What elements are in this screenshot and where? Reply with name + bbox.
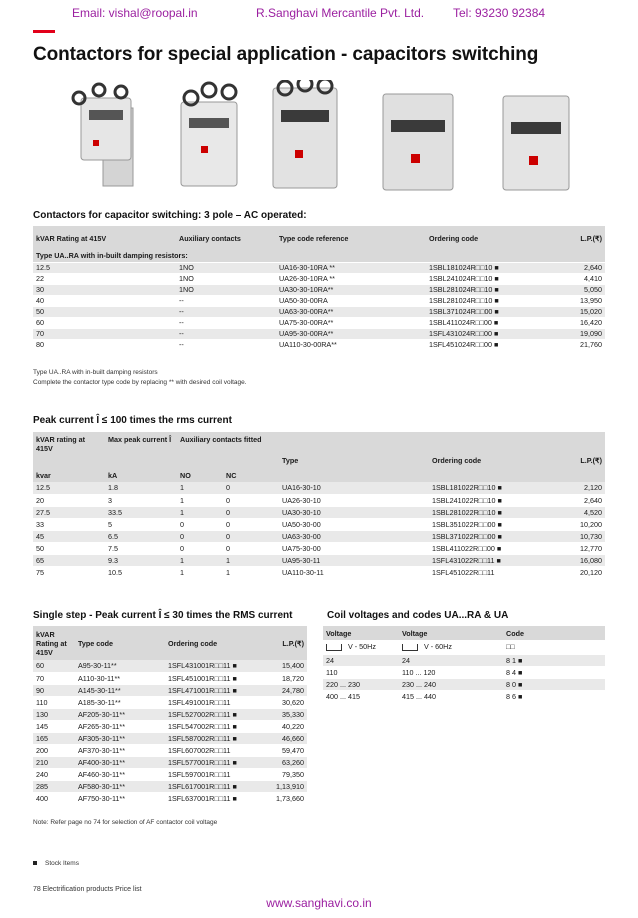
col-aux: Auxiliary contacts [176, 226, 276, 250]
table-row: 145 AF265-30-11** 1SFL547002R□□11 ■ 40,220 [33, 720, 307, 732]
col-type: Type [279, 432, 429, 468]
peak-current-100-table [33, 432, 605, 579]
sub-no: NO [177, 468, 223, 482]
table-row: 220 ... 230 230 ... 240 8 0 ■ [323, 678, 605, 690]
col-ordering: Ordering code [426, 226, 546, 250]
title-accent-bar [33, 30, 55, 33]
table-row: 80 -- UA110-30-00RA** 1SFL451024R□□00 ■ 21,760 [33, 339, 605, 350]
sub-ka: kA [105, 468, 177, 482]
table-row: 60 A95-30-11** 1SFL431001R□□11 ■ 15,400 [33, 660, 307, 672]
col-type-code: Type code [75, 626, 165, 660]
single-step-table [33, 626, 307, 805]
table-row: 110 110 ... 120 8 4 ■ [323, 666, 605, 678]
table4-title: Coil voltages and codes UA...RA & UA [327, 610, 509, 621]
contactor-image-3 [273, 80, 337, 188]
col-kvar: kVAR Rating at 415V [33, 626, 75, 660]
header-tel[interactable]: Tel: 93230 92384 [453, 6, 546, 20]
table-row: 210 AF400-30-11** 1SFL577001R□□11 ■ 63,260 [33, 756, 307, 768]
col-lp: L.P.(₹) [546, 226, 605, 250]
table-row: 90 A145-30-11** 1SFL471001R□□11 ■ 24,780 [33, 684, 307, 696]
table1-note-2: Complete the contactor type code by replacing ** with desired coil voltage. [33, 379, 247, 386]
table-row: 45 6.5 0 0 UA63-30-00 1SBL371022R□□00 ■ 10,730 [33, 530, 605, 542]
group-label: Type UA..RA with in-built damping resistors: [33, 250, 605, 262]
table2-title: Peak current Î ≤ 100 times the rms current [33, 415, 232, 426]
table-row: 22 1NO UA26-30-10RA ** 1SBL241024R□□10 ■ 4,410 [33, 273, 605, 284]
col-peak-current: Max peak current Î [105, 432, 177, 468]
table-row: 50 7.5 0 0 UA75-30-00 1SBL411022R□□00 ■ 12,770 [33, 542, 605, 554]
col-lp: L.P.(₹) [545, 432, 605, 468]
header-email[interactable]: Email: vishal@roopal.in [72, 6, 198, 20]
table-row: 12.5 1NO UA16-30-10RA ** 1SBL181024R□□10 ■ 2,640 [33, 262, 605, 273]
coil-symbol-icon [402, 644, 418, 651]
coil-voltage-table [323, 626, 605, 703]
page-header [0, 6, 638, 22]
table-row: 75 10.5 1 1 UA110-30-11 1SFL451022R□□11 20,120 [33, 566, 605, 578]
table1-title: Contactors for capacitor switching: 3 pole – AC operated: [33, 210, 307, 221]
table-row: 240 AF460-30-11** 1SFL597001R□□11 79,350 [33, 768, 307, 780]
stock-legend: Stock Items [33, 860, 79, 867]
table-row: 165 AF305-30-11** 1SFL587002R□□11 ■ 46,660 [33, 732, 307, 744]
capacitor-switching-table [33, 226, 605, 351]
table-row: 20 3 1 0 UA26-30-10 1SBL241022R□□10 ■ 2,640 [33, 494, 605, 506]
page-footer: 78 Electrification products Price list [33, 886, 142, 893]
website-link[interactable]: www.sanghavi.co.in [266, 896, 372, 910]
table-row: 400 ... 415 415 ... 440 8 6 ■ [323, 690, 605, 702]
table-row: 70 -- UA95-30-00RA** 1SFL431024R□□00 ■ 19,090 [33, 328, 605, 339]
contactor-image-1 [73, 84, 133, 186]
sub-header-row: V - 50Hz V - 60Hz □□ [323, 640, 605, 654]
sub-nc: NC [223, 468, 279, 482]
col-lp: L.P.(₹) [253, 626, 307, 660]
table-row: 285 AF580-30-11** 1SFL617001R□□11 ■ 1,13,910 [33, 780, 307, 792]
table-row: 130 AF205-30-11** 1SFL527002R□□11 ■ 35,330 [33, 708, 307, 720]
table3-note: Note: Refer page no 74 for selection of AF contactor coil voltage [33, 819, 218, 826]
table-row: 33 5 0 0 UA50-30-00 1SBL351022R□□00 ■ 10,200 [33, 518, 605, 530]
header-company: R.Sanghavi Mercantile Pvt. Ltd. [256, 6, 425, 20]
table-row: 40 -- UA50-30-00RA 1SBL281024R□□10 ■ 13,950 [33, 295, 605, 306]
table-row: 27.5 33.5 1 0 UA30-30-10 1SBL281022R□□10 ■ 4,520 [33, 506, 605, 518]
col-kvar-rating: kVAR rating at 415V [33, 432, 105, 468]
col-aux-fitted: Auxiliary contacts fitted [177, 432, 279, 468]
col-ordering: Ordering code [165, 626, 253, 660]
table1-note-1: Type UA..RA with in-built damping resistors [33, 369, 158, 376]
table-row: 30 1NO UA30-30-10RA** 1SBL281024R□□10 ■ 5,050 [33, 284, 605, 295]
col-ordering-code: Ordering code [429, 432, 545, 468]
table-row: 60 -- UA75-30-00RA** 1SBL411024R□□00 ■ 16,420 [33, 317, 605, 328]
table-row: 12.5 1.8 1 0 UA16-30-10 1SBL181022R□□10 ■ 2,120 [33, 482, 605, 494]
col-kvar: kVAR Rating at 415V [33, 226, 176, 250]
table-row: 24 24 8 1 ■ [323, 654, 605, 666]
page-title: Contactors for special application - capacitors switching [33, 44, 539, 65]
stock-square-icon [33, 861, 37, 865]
table-row: 65 9.3 1 1 UA95-30-11 1SFL431022R□□11 ■ 16,080 [33, 554, 605, 566]
table-row: 200 AF370-30-11** 1SFL607002R□□11 59,470 [33, 744, 307, 756]
col-voltage-60: Voltage [399, 626, 503, 640]
contactor-image-4 [383, 94, 569, 190]
contactor-product-photo [33, 80, 605, 200]
table3-title: Single step - Peak current Î ≤ 30 times the RMS current [33, 610, 293, 621]
table-row: 70 A110-30-11** 1SFL451001R□□11 ■ 18,720 [33, 672, 307, 684]
sub-kvar: kvar [33, 468, 105, 482]
contactor-image-2 [181, 83, 237, 186]
col-code: Code [503, 626, 605, 640]
table-row: 110 A185-30-11** 1SFL491001R□□11 30,620 [33, 696, 307, 708]
col-voltage-50: Voltage [323, 626, 399, 640]
table-row: 400 AF750-30-11** 1SFL637001R□□11 ■ 1,73,660 [33, 792, 307, 804]
table-row: 50 -- UA63-30-00RA** 1SBL371024R□□00 ■ 15,020 [33, 306, 605, 317]
col-type-ref: Type code reference [276, 226, 426, 250]
coil-symbol-icon [326, 644, 342, 651]
